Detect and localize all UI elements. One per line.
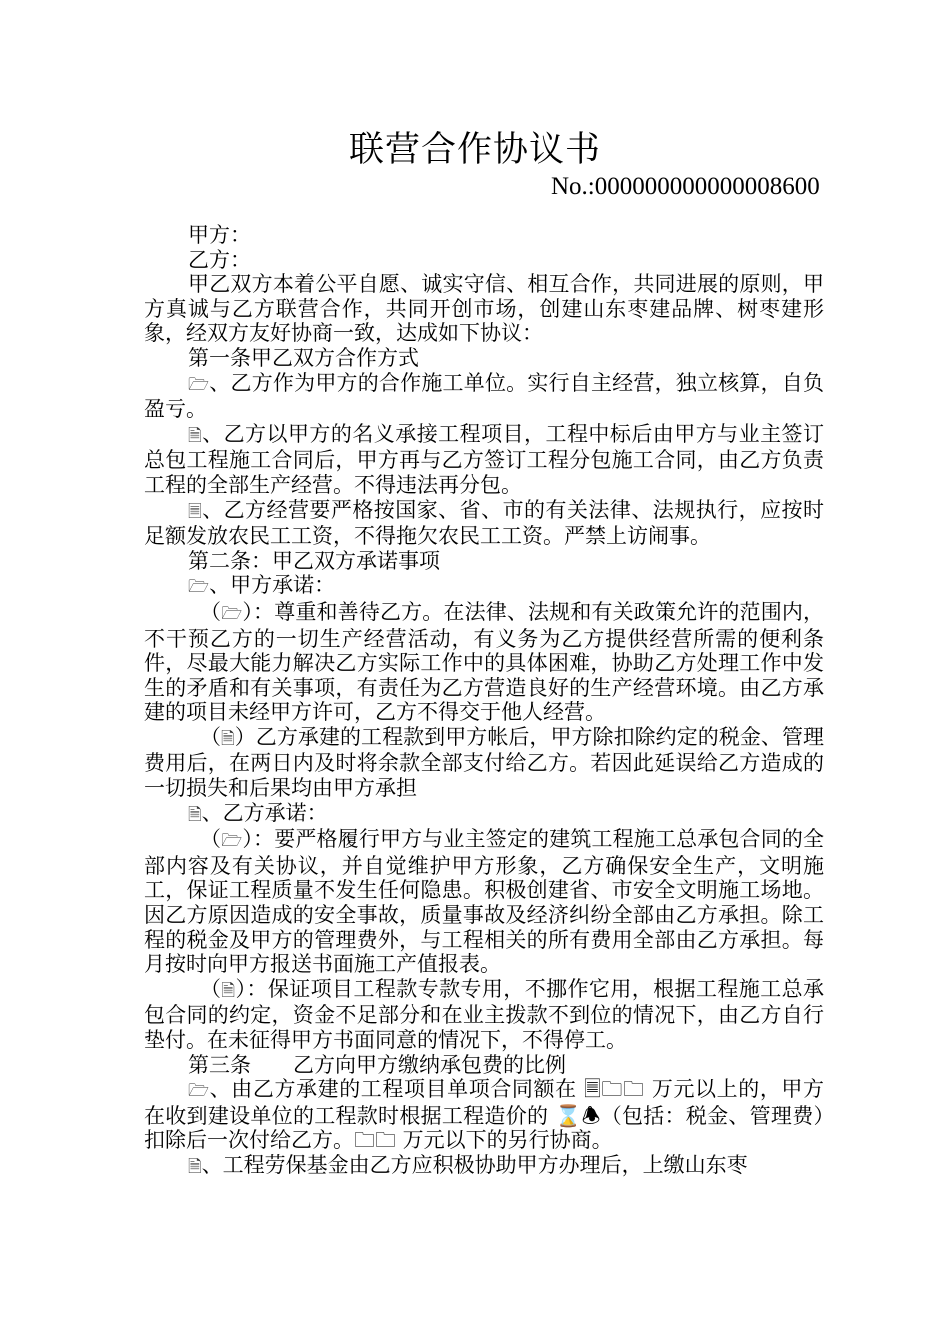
folder-icon: 🗁 (188, 577, 210, 598)
folder-icon: 🗁 (188, 1081, 210, 1102)
page-icon: 🗎 (221, 728, 235, 749)
party-a-commitment-1: （🗁）：尊重和善待乙方。在法律、法规和有关政策允许的范围内，不干预乙方的一切生产经营活动，有义务为乙方提供经营所需的便利条件，尽最大能力解决乙方实际工作中的具体困难，协助乙方处理工作中发生的矛盾和有关事项，有责任为乙方营造良好的生产经营环境。由乙方承建的项目未经甲方许可，乙方不得交于他人经营。 (144, 599, 825, 725)
document-title: 联营合作协议书 (348, 130, 601, 170)
preamble-paragraph: 甲乙双方本着公平自愿、诚实守信、相互合作，共同进展的原则，甲方真诚与乙方联营合作，共同开创市场，创建山东枣建品牌、树枣建形象，经双方友好协商一致，达成如下协议： (144, 272, 824, 346)
article-1-item-1: 🗁、乙方作为甲方的合作施工单位。实行自主经营，独立核算，自负盈亏。 (144, 370, 824, 422)
article-3-item-2: 🗎、工程劳保基金由乙方应积极协助甲方办理后，上缴山东枣 (144, 1153, 824, 1180)
document-body (144, 223, 824, 1180)
folder-icon: 🗁 (221, 603, 243, 624)
article-2-heading: 第二条：甲乙双方承诺事项 (188, 548, 440, 573)
folder-icon: 🗁 (188, 374, 210, 395)
party-b-commitment-heading: 🗎、乙方承诺： (144, 801, 824, 828)
party-a-line: 甲方： (188, 223, 251, 247)
article-3-item-1: 🗁、由乙方承建的工程项目单项合同额在 🗏🗀🗀 万元以上的，甲方在收到建设单位的工程款时根据工程造价的 ⌛🕭（包括：税金、管理费）扣除后一次付给乙方。🗀🗀 万元以下的另行协商。 (144, 1077, 824, 1153)
page-icon: 🗎 (221, 980, 236, 1001)
page-icon: 🗎 (188, 425, 202, 446)
party-b-line: 乙方： (188, 247, 251, 272)
party-b-commitment-1: （🗁）：要严格履行甲方与业主签定的建筑工程施工总承包合同的全部内容及有关协议，并自觉维护甲方形象，乙方确保安全生产，文明施工，保证工程质量不发生任何隐患。积极创建省、市安全文明施工场地。因乙方原因造成的安全事故，质量事故及经济纠纷全部由乙方承担。除工程的税金及甲方的管理费外，与工程相关的所有费用全部由乙方承担。每月按时向甲方报送书面施工产值报表。 (144, 827, 825, 977)
page-icon: 🗎 (188, 804, 202, 825)
folder-icon: 🗁 (221, 831, 243, 852)
party-b-commitment-2: （🗎）：保证项目工程款专款专用，不挪作它用，根据工程施工总承包合同的约定，资金不足部分和在业主拨款不到位的情况下，由乙方自行垫付。在未征得甲方书面同意的情况下，不得停工。 (144, 976, 825, 1052)
article-1-item-2: 🗎、乙方以甲方的名义承接工程项目，工程中标后由甲方与业主签订总包工程施工合同后，甲方再与乙方签订工程分包施工合同，由乙方负责工程的全部生产经营。不得违法再分包。 (144, 421, 824, 497)
party-a-commitment-heading: 🗁、甲方承诺： (144, 573, 824, 600)
article-1-item-3: 🗏、乙方经营要严格按国家、省、市的有关法律、法规执行，应按时足额发放农民工工资，不得拖欠农民工工资。严禁上访闹事。 (144, 497, 824, 549)
party-a-commitment-2: （🗎）乙方承建的工程款到甲方帐后，甲方除扣除约定的税金、管理费用后，在两日内及时将余款全部支付给乙方。若因此延误给乙方造成的一切损失和后果均由甲方承担 (144, 724, 824, 801)
document-number: No.:000000000000008600 (551, 173, 820, 200)
article-1-heading: 第一条甲乙双方合作方式 (188, 345, 419, 370)
page-icon: 🗎 (188, 1156, 202, 1177)
document-icon: 🗏 (188, 501, 202, 522)
article-3-heading: 第三条 乙方向甲方缴纳承包费的比例 (188, 1052, 566, 1077)
